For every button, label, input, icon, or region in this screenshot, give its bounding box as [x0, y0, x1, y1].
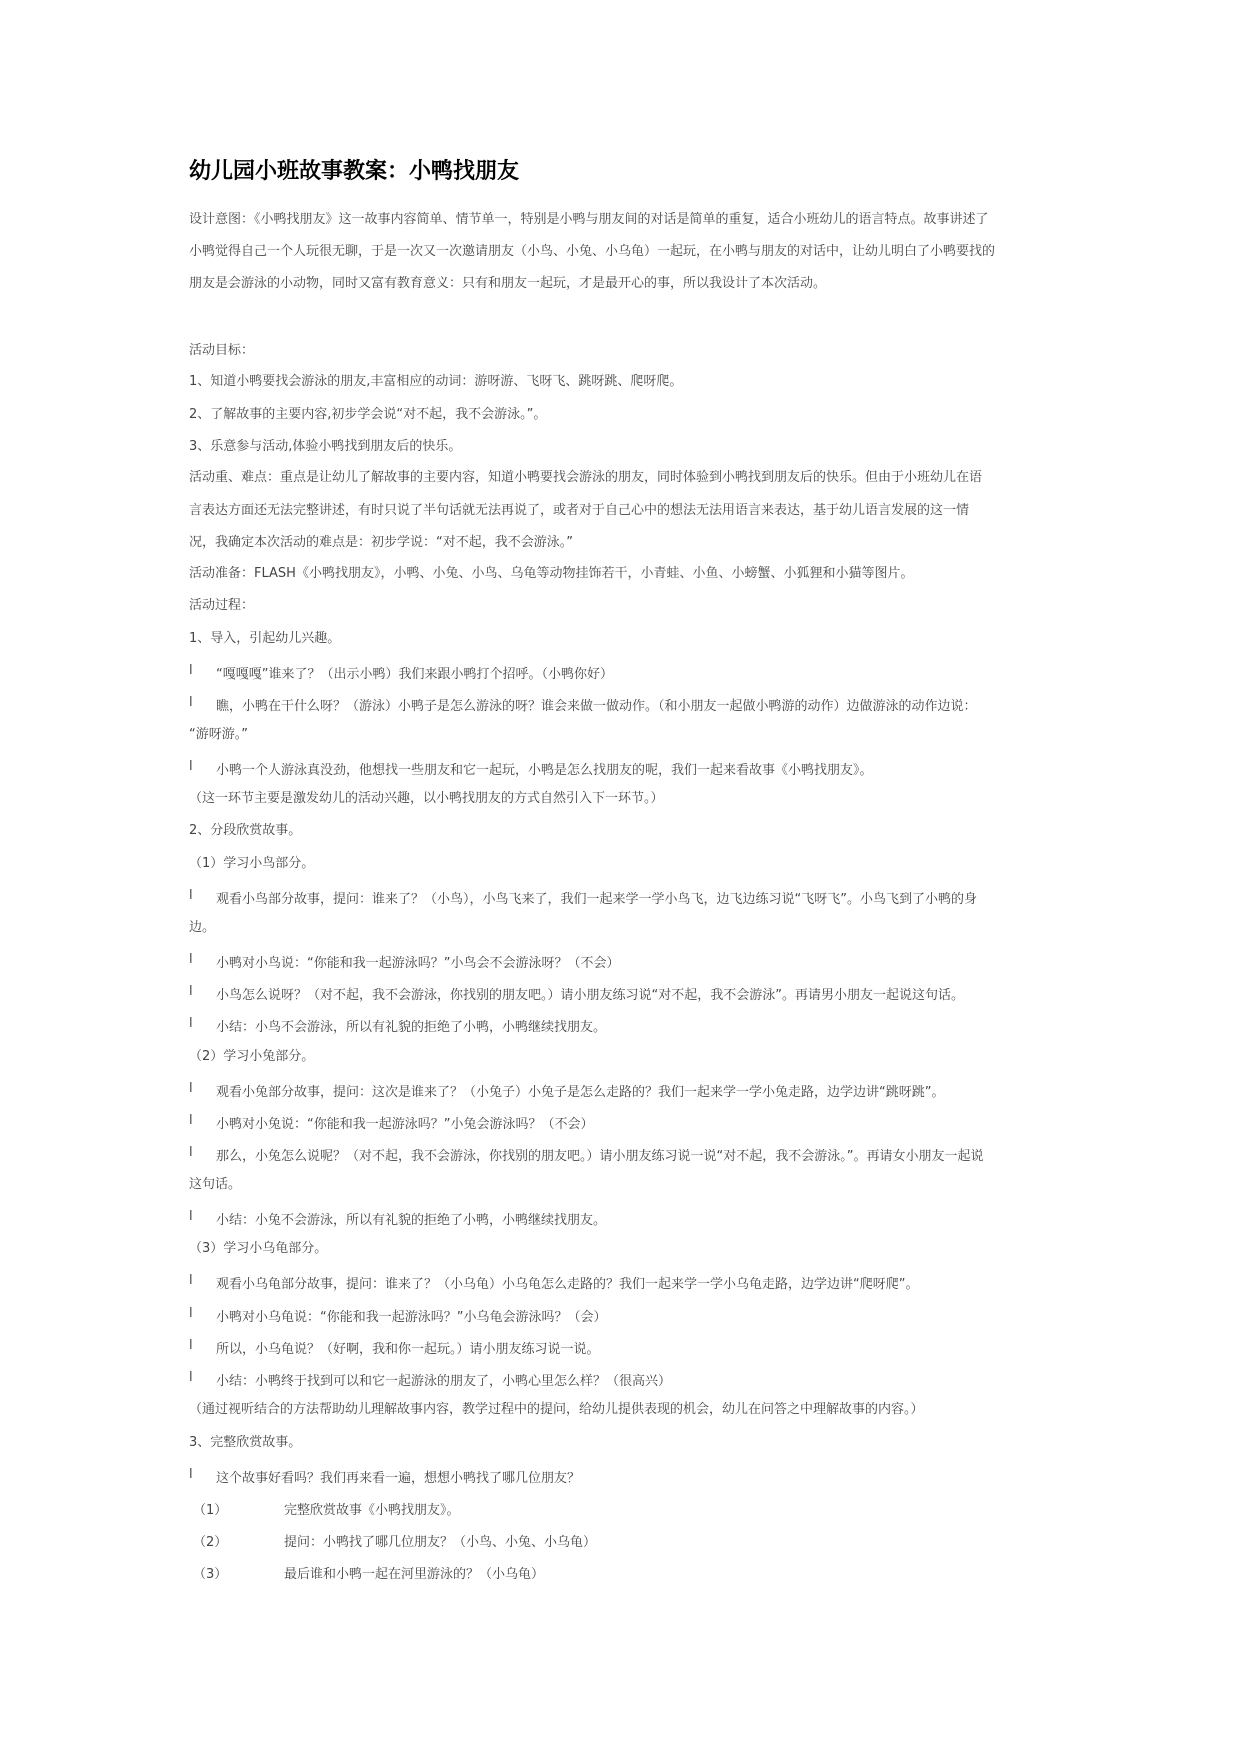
bullet: l — [189, 1338, 193, 1353]
bullet: l — [189, 1306, 193, 1321]
process-heading: 活动过程： — [189, 598, 255, 613]
bird-item-1: 观看小鸟部分故事，提问：谁来了？（小鸟），小鸟飞来了，我们一起来学一学小鸟飞，边飞边练习说“飞呀飞”。小鸟飞到了小鸭的身 — [216, 892, 977, 907]
step-1-item-2: 瞧，小鸭在干什么呀？（游泳）小鸭子是怎么游泳的呀？谁会来做一做动作。（和小朋友一起做小鸭游的动作）边做游泳的动作边说： — [216, 699, 977, 714]
turtle-section-heading: （3）学习小乌龟部分。 — [189, 1241, 328, 1256]
key-points-line-2: 言表达方面还无法完整讲述，有时只说了半句话就无法再说了，或者对于自己心中的想法无法用语言来表达，基于幼儿语言发展的这一情 — [189, 503, 970, 518]
goals-heading: 活动目标： — [189, 343, 255, 358]
bird-section-heading: （1）学习小鸟部分。 — [189, 856, 315, 871]
goal-item-1: 1、知道小鸭要找会游泳的朋友,丰富相应的动词：游呀游、飞呀飞、跳呀跳、爬呀爬。 — [189, 374, 683, 389]
bullet: l — [189, 759, 193, 774]
document-title: 幼儿园小班故事教案：小鸭找朋友 — [189, 159, 520, 184]
numbered-item: 提问：小鸭找了哪几位朋友？（小鸟、小兔、小乌龟） — [284, 1535, 597, 1550]
preparation: 活动准备：FLASH《小鸭找朋友》，小鸭、小兔、小鸟、乌龟等动物挂饰若干，小青蛙、小鱼、小螃蟹、小狐狸和小猫等图片。 — [189, 566, 914, 581]
bullet: l — [189, 1273, 193, 1288]
turtle-item-4: 小结：小鸭终于找到可以和它一起游泳的朋友了，小鸭心里怎么样？（很高兴） — [216, 1374, 672, 1389]
step-2-note: （通过视听结合的方法帮助幼儿理解故事内容，教学过程中的提问，给幼儿提供表现的机会，幼儿在问答之中理解故事的内容。） — [189, 1402, 924, 1417]
bullet: l — [189, 1016, 193, 1031]
numbered-label: （2） — [193, 1535, 228, 1550]
bird-item-4: 小结：小鸟不会游泳，所以有礼貌的拒绝了小鸭，小鸭继续找朋友。 — [216, 1020, 607, 1035]
bullet: l — [189, 1209, 193, 1224]
bullet: l — [189, 984, 193, 999]
rabbit-item-1: 观看小兔部分故事，提问：这次是谁来了？（小兔子）小兔子是怎么走路的？我们一起来学一学小兔走路，边学边讲“跳呀跳”。 — [216, 1085, 945, 1100]
step-1-item-3: 小鸭一个人游泳真没劲，他想找一些朋友和它一起玩，小鸭是怎么找朋友的呢，我们一起来看故事《小鸭找朋友》。 — [216, 763, 873, 778]
turtle-item-1: 观看小乌龟部分故事，提问：谁来了？（小乌龟）小乌龟怎么走路的？我们一起来学一学小乌龟走路，边学边讲“爬呀爬”。 — [216, 1277, 919, 1292]
bird-item-2: 小鸭对小鸟说：“你能和我一起游泳吗？”小鸟会不会游泳呀？（不会） — [216, 956, 620, 971]
bullet: l — [189, 663, 193, 678]
step-2-heading: 2、分段欣赏故事。 — [189, 823, 302, 838]
rabbit-section-heading: （2）学习小兔部分。 — [189, 1049, 315, 1064]
turtle-item-3: 所以，小乌龟说？（好啊，我和你一起玩。）请小朋友练习说一说。 — [216, 1342, 600, 1357]
key-points-line-3: 况，我确定本次活动的难点是：初步学说：“对不起，我不会游泳。” — [189, 535, 573, 550]
goal-item-2: 2、了解故事的主要内容,初步学会说“对不起，我不会游泳。”。 — [189, 407, 547, 422]
goal-item-3: 3、乐意参与活动,体验小鸭找到朋友后的快乐。 — [189, 439, 462, 454]
turtle-item-2: 小鸭对小乌龟说：“你能和我一起游泳吗？”小乌龟会游泳吗？（会） — [216, 1310, 607, 1325]
step-1-note: （这一环节主要是激发幼儿的活动兴趣，以小鸭找朋友的方式自然引入下一环节。） — [189, 791, 664, 806]
bullet: l — [189, 1467, 193, 1482]
bullet: l — [189, 1081, 193, 1096]
bird-item-3: 小鸟怎么说呀？（对不起，我不会游泳，你找别的朋友吧。）请小朋友练习说“对不起，我不会游泳”。再请男小朋友一起说这句话。 — [216, 988, 964, 1003]
bullet: l — [189, 888, 193, 903]
rabbit-item-4: 小结：小兔不会游泳，所以有礼貌的拒绝了小鸭，小鸭继续找朋友。 — [216, 1213, 607, 1228]
rabbit-item-3-cont: 这句话。 — [189, 1177, 242, 1192]
numbered-item: 完整欣赏故事《小鸭找朋友》。 — [284, 1503, 460, 1518]
step-1-item-1: “嘎嘎嘎”谁来了？（出示小鸭）我们来跟小鸭打个招呼。（小鸭你好） — [216, 667, 613, 682]
design-intent-line-2: 小鸭觉得自己一个人玩很无聊，于是一次又一次邀请朋友（小鸟、小兔、小乌龟）一起玩，在小鸭与朋友的对话中，让幼儿明白了小鸭要找的 — [189, 244, 996, 259]
rabbit-item-3: 那么，小兔怎么说呢？（对不起，我不会游泳，你找别的朋友吧。）请小朋友练习说一说“对不起，我不会游泳。”。再请女小朋友一起说 — [216, 1149, 984, 1164]
bullet: l — [189, 952, 193, 967]
step-3-heading: 3、完整欣赏故事。 — [189, 1435, 302, 1450]
step-1-item-2-cont: “游呀游。” — [189, 727, 248, 742]
step-1-heading: 1、导入，引起幼儿兴趣。 — [189, 631, 341, 646]
numbered-label: （3） — [193, 1567, 228, 1582]
bird-item-1-cont: 边。 — [189, 920, 216, 935]
bullet: l — [189, 695, 193, 710]
bullet: l — [189, 1113, 193, 1128]
bullet: l — [189, 1370, 193, 1385]
numbered-item: 最后谁和小鸭一起在河里游泳的？（小乌龟） — [284, 1567, 545, 1582]
design-intent-line-1: 设计意图：《小鸭找朋友》这一故事内容简单、情节单一，特别是小鸭与朋友间的对话是简单的重复，适合小班幼儿的语言特点。故事讲述了 — [189, 212, 989, 227]
key-points-line-1: 活动重、难点：重点是让幼儿了解故事的主要内容，知道小鸭要找会游泳的朋友，同时体验到小鸭找到朋友后的快乐。但由于小班幼儿在语 — [189, 470, 983, 485]
rabbit-item-2: 小鸭对小兔说：“你能和我一起游泳吗？”小兔会游泳吗？（不会） — [216, 1117, 594, 1132]
step-3-item-1: 这个故事好看吗？我们再来看一遍，想想小鸭找了哪几位朋友？ — [216, 1471, 581, 1486]
design-intent-line-3: 朋友是会游泳的小动物，同时又富有教育意义：只有和朋友一起玩，才是最开心的事，所以我设计了本次活动。 — [189, 276, 827, 291]
bullet: l — [189, 1145, 193, 1160]
numbered-label: （1） — [193, 1503, 228, 1518]
